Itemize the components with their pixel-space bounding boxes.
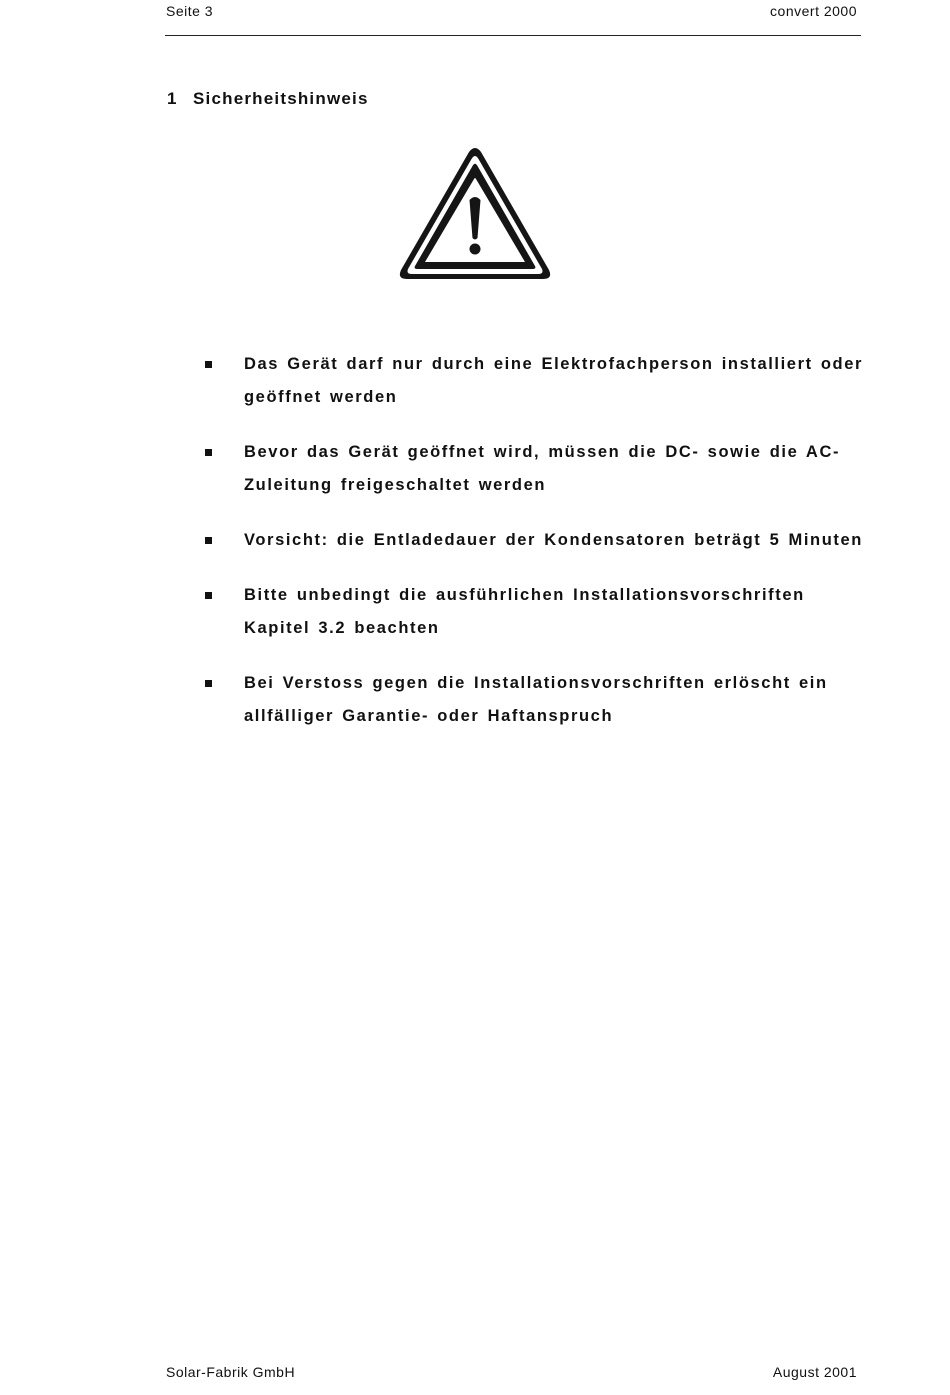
footer-date: August 2001 [772, 1364, 857, 1380]
footer-company: Solar-Fabrik GmbH [166, 1364, 296, 1380]
list-item-text: Bitte unbedingt die ausführlichen Installationsvorschriften Kapitel 3.2 beachten [244, 586, 805, 637]
list-item [204, 524, 864, 557]
list-item-text: Bei Verstoss gegen die Installationsvorschriften erlöscht ein allfälliger Garantie- oder Haftanspruch [244, 674, 828, 725]
header-divider [165, 35, 861, 36]
list-item-text: Bevor das Gerät geöffnet wird, müssen die DC- sowie die AC-Zuleitung freigeschaltet werden [244, 443, 841, 494]
list-item [204, 436, 864, 502]
list-item [204, 579, 864, 645]
list-item-text: Das Gerät darf nur durch eine Elektrofachperson installiert oder geöffnet werden [244, 355, 864, 406]
square-bullet-icon [205, 680, 212, 687]
square-bullet-icon [205, 449, 212, 456]
list-item [204, 667, 864, 733]
warning-triangle-icon [397, 146, 553, 284]
square-bullet-icon [205, 537, 212, 544]
square-bullet-icon [205, 361, 212, 368]
header-product-name: convert 2000 [770, 3, 857, 19]
square-bullet-icon [205, 592, 212, 599]
section-title: Sicherheitshinweis [193, 89, 369, 108]
list-item-text: Vorsicht: die Entladedauer der Kondensatoren beträgt 5 Minuten [244, 531, 863, 549]
header-page-label: Seite 3 [166, 3, 214, 19]
section-number: 1 [167, 89, 178, 108]
safety-notes-list [204, 348, 864, 755]
section-heading [167, 89, 369, 109]
list-item [204, 348, 864, 414]
